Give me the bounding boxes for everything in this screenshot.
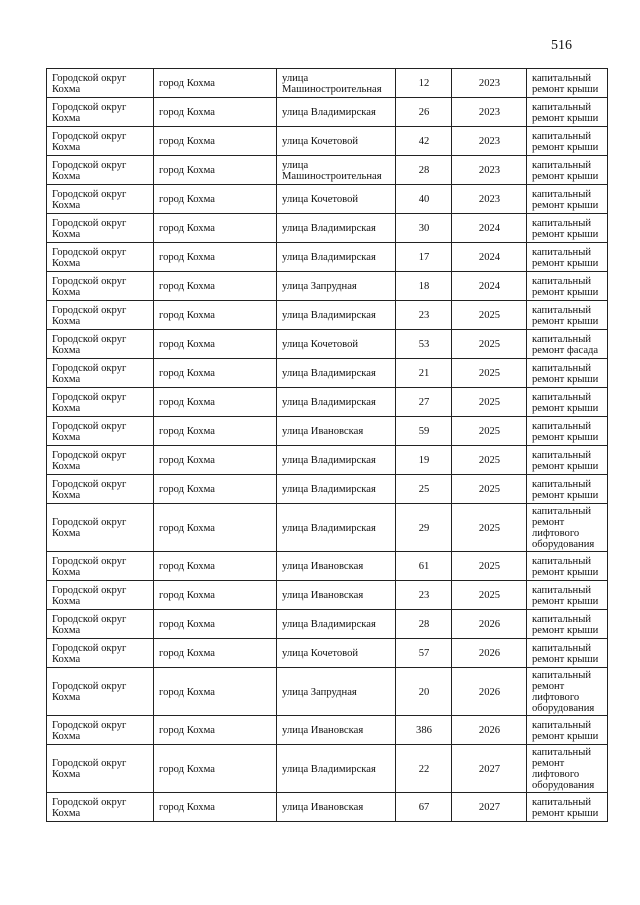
table-body	[47, 69, 608, 822]
work-type-cell: капитальный ремонт крыши	[527, 98, 608, 127]
work-type-cell: капитальный ремонт крыши	[527, 272, 608, 301]
table-row	[47, 446, 608, 475]
street-cell: улица Кочетовой	[277, 639, 396, 668]
street-cell: улица Владимирская	[277, 475, 396, 504]
city-cell: город Кохма	[154, 446, 277, 475]
year-cell: 2024	[452, 243, 527, 272]
house-number-cell: 386	[396, 716, 452, 745]
region-cell: Городской округ Кохма	[47, 185, 154, 214]
house-number-cell: 27	[396, 388, 452, 417]
region-cell: Городской округ Кохма	[47, 668, 154, 716]
table-row	[47, 504, 608, 552]
street-cell: улица Кочетовой	[277, 330, 396, 359]
house-number-cell: 22	[396, 745, 452, 793]
region-cell: Городской округ Кохма	[47, 610, 154, 639]
city-cell: город Кохма	[154, 475, 277, 504]
city-cell: город Кохма	[154, 156, 277, 185]
street-cell: улица Запрудная	[277, 668, 396, 716]
region-cell: Городской округ Кохма	[47, 504, 154, 552]
year-cell: 2023	[452, 185, 527, 214]
table-row	[47, 745, 608, 793]
year-cell: 2023	[452, 98, 527, 127]
house-number-cell: 19	[396, 446, 452, 475]
street-cell: улица Ивановская	[277, 716, 396, 745]
table-row	[47, 69, 608, 98]
year-cell: 2026	[452, 639, 527, 668]
region-cell: Городской округ Кохма	[47, 639, 154, 668]
year-cell: 2025	[452, 359, 527, 388]
table-row	[47, 793, 608, 822]
street-cell: улица Владимирская	[277, 98, 396, 127]
city-cell: город Кохма	[154, 127, 277, 156]
work-type-cell: капитальный ремонт крыши	[527, 243, 608, 272]
street-cell: улица Владимирская	[277, 610, 396, 639]
region-cell: Городской округ Кохма	[47, 214, 154, 243]
year-cell: 2025	[452, 417, 527, 446]
region-cell: Городской округ Кохма	[47, 388, 154, 417]
city-cell: город Кохма	[154, 330, 277, 359]
street-cell: улица Владимирская	[277, 301, 396, 330]
table-row	[47, 417, 608, 446]
work-type-cell: капитальный ремонт лифтового оборудования	[527, 504, 608, 552]
house-number-cell: 12	[396, 69, 452, 98]
work-type-cell: капитальный ремонт лифтового оборудования	[527, 668, 608, 716]
region-cell: Городской округ Кохма	[47, 581, 154, 610]
house-number-cell: 25	[396, 475, 452, 504]
region-cell: Городской округ Кохма	[47, 793, 154, 822]
table-row	[47, 98, 608, 127]
table-row	[47, 552, 608, 581]
street-cell: улица Машиностроительная	[277, 69, 396, 98]
street-cell: улица Владимирская	[277, 359, 396, 388]
work-type-cell: капитальный ремонт крыши	[527, 610, 608, 639]
city-cell: город Кохма	[154, 301, 277, 330]
table-row	[47, 272, 608, 301]
year-cell: 2023	[452, 69, 527, 98]
region-cell: Городской округ Кохма	[47, 98, 154, 127]
year-cell: 2025	[452, 330, 527, 359]
city-cell: город Кохма	[154, 98, 277, 127]
year-cell: 2027	[452, 745, 527, 793]
region-cell: Городской округ Кохма	[47, 301, 154, 330]
city-cell: город Кохма	[154, 793, 277, 822]
table-row	[47, 610, 608, 639]
page-number: 516	[551, 38, 572, 53]
table-row	[47, 581, 608, 610]
table-row	[47, 475, 608, 504]
city-cell: город Кохма	[154, 745, 277, 793]
house-number-cell: 26	[396, 98, 452, 127]
work-type-cell: капитальный ремонт фасада	[527, 330, 608, 359]
year-cell: 2025	[452, 552, 527, 581]
city-cell: город Кохма	[154, 185, 277, 214]
table-row	[47, 301, 608, 330]
city-cell: город Кохма	[154, 552, 277, 581]
year-cell: 2025	[452, 301, 527, 330]
house-number-cell: 57	[396, 639, 452, 668]
work-type-cell: капитальный ремонт крыши	[527, 127, 608, 156]
work-type-cell: капитальный ремонт крыши	[527, 793, 608, 822]
region-cell: Городской округ Кохма	[47, 552, 154, 581]
city-cell: город Кохма	[154, 243, 277, 272]
house-number-cell: 23	[396, 301, 452, 330]
region-cell: Городской округ Кохма	[47, 156, 154, 185]
year-cell: 2026	[452, 716, 527, 745]
city-cell: город Кохма	[154, 610, 277, 639]
street-cell: улица Кочетовой	[277, 185, 396, 214]
year-cell: 2025	[452, 504, 527, 552]
city-cell: город Кохма	[154, 69, 277, 98]
work-type-cell: капитальный ремонт крыши	[527, 301, 608, 330]
street-cell: улица Владимирская	[277, 243, 396, 272]
house-number-cell: 18	[396, 272, 452, 301]
year-cell: 2024	[452, 214, 527, 243]
street-cell: улица Владимирская	[277, 504, 396, 552]
region-cell: Городской округ Кохма	[47, 272, 154, 301]
house-number-cell: 61	[396, 552, 452, 581]
work-type-cell: капитальный ремонт крыши	[527, 214, 608, 243]
house-number-cell: 42	[396, 127, 452, 156]
street-cell: улица Кочетовой	[277, 127, 396, 156]
region-cell: Городской округ Кохма	[47, 716, 154, 745]
year-cell: 2025	[452, 475, 527, 504]
table-row	[47, 388, 608, 417]
year-cell: 2027	[452, 793, 527, 822]
work-type-cell: капитальный ремонт крыши	[527, 156, 608, 185]
region-cell: Городской округ Кохма	[47, 446, 154, 475]
street-cell: улица Владимирская	[277, 446, 396, 475]
work-type-cell: капитальный ремонт крыши	[527, 359, 608, 388]
house-number-cell: 21	[396, 359, 452, 388]
repair-schedule-table	[46, 68, 608, 822]
table-row	[47, 668, 608, 716]
region-cell: Городской округ Кохма	[47, 330, 154, 359]
table-row	[47, 639, 608, 668]
street-cell: улица Ивановская	[277, 581, 396, 610]
table-row	[47, 243, 608, 272]
house-number-cell: 28	[396, 156, 452, 185]
year-cell: 2026	[452, 610, 527, 639]
city-cell: город Кохма	[154, 359, 277, 388]
street-cell: улица Машиностроительная	[277, 156, 396, 185]
city-cell: город Кохма	[154, 716, 277, 745]
city-cell: город Кохма	[154, 417, 277, 446]
table-row	[47, 127, 608, 156]
street-cell: улица Владимирская	[277, 388, 396, 417]
year-cell: 2025	[452, 581, 527, 610]
work-type-cell: капитальный ремонт крыши	[527, 417, 608, 446]
table-row	[47, 716, 608, 745]
house-number-cell: 17	[396, 243, 452, 272]
region-cell: Городской округ Кохма	[47, 359, 154, 388]
region-cell: Городской округ Кохма	[47, 745, 154, 793]
house-number-cell: 40	[396, 185, 452, 214]
work-type-cell: капитальный ремонт крыши	[527, 581, 608, 610]
year-cell: 2024	[452, 272, 527, 301]
city-cell: город Кохма	[154, 639, 277, 668]
house-number-cell: 29	[396, 504, 452, 552]
house-number-cell: 20	[396, 668, 452, 716]
work-type-cell: капитальный ремонт крыши	[527, 552, 608, 581]
city-cell: город Кохма	[154, 272, 277, 301]
house-number-cell: 53	[396, 330, 452, 359]
house-number-cell: 28	[396, 610, 452, 639]
city-cell: город Кохма	[154, 504, 277, 552]
house-number-cell: 59	[396, 417, 452, 446]
house-number-cell: 23	[396, 581, 452, 610]
region-cell: Городской округ Кохма	[47, 243, 154, 272]
region-cell: Городской округ Кохма	[47, 127, 154, 156]
work-type-cell: капитальный ремонт крыши	[527, 388, 608, 417]
work-type-cell: капитальный ремонт крыши	[527, 475, 608, 504]
year-cell: 2026	[452, 668, 527, 716]
street-cell: улица Запрудная	[277, 272, 396, 301]
year-cell: 2023	[452, 156, 527, 185]
work-type-cell: капитальный ремонт крыши	[527, 716, 608, 745]
house-number-cell: 30	[396, 214, 452, 243]
region-cell: Городской округ Кохма	[47, 475, 154, 504]
street-cell: улица Владимирская	[277, 214, 396, 243]
year-cell: 2023	[452, 127, 527, 156]
table-row	[47, 330, 608, 359]
region-cell: Городской округ Кохма	[47, 417, 154, 446]
table-row	[47, 156, 608, 185]
house-number-cell: 67	[396, 793, 452, 822]
street-cell: улица Ивановская	[277, 793, 396, 822]
street-cell: улица Ивановская	[277, 417, 396, 446]
work-type-cell: капитальный ремонт крыши	[527, 69, 608, 98]
work-type-cell: капитальный ремонт лифтового оборудования	[527, 745, 608, 793]
city-cell: город Кохма	[154, 581, 277, 610]
street-cell: улица Владимирская	[277, 745, 396, 793]
work-type-cell: капитальный ремонт крыши	[527, 639, 608, 668]
year-cell: 2025	[452, 446, 527, 475]
city-cell: город Кохма	[154, 214, 277, 243]
table-row	[47, 185, 608, 214]
work-type-cell: капитальный ремонт крыши	[527, 185, 608, 214]
city-cell: город Кохма	[154, 388, 277, 417]
city-cell: город Кохма	[154, 668, 277, 716]
street-cell: улица Ивановская	[277, 552, 396, 581]
year-cell: 2025	[452, 388, 527, 417]
work-type-cell: капитальный ремонт крыши	[527, 446, 608, 475]
table-row	[47, 214, 608, 243]
table-row	[47, 359, 608, 388]
region-cell: Городской округ Кохма	[47, 69, 154, 98]
